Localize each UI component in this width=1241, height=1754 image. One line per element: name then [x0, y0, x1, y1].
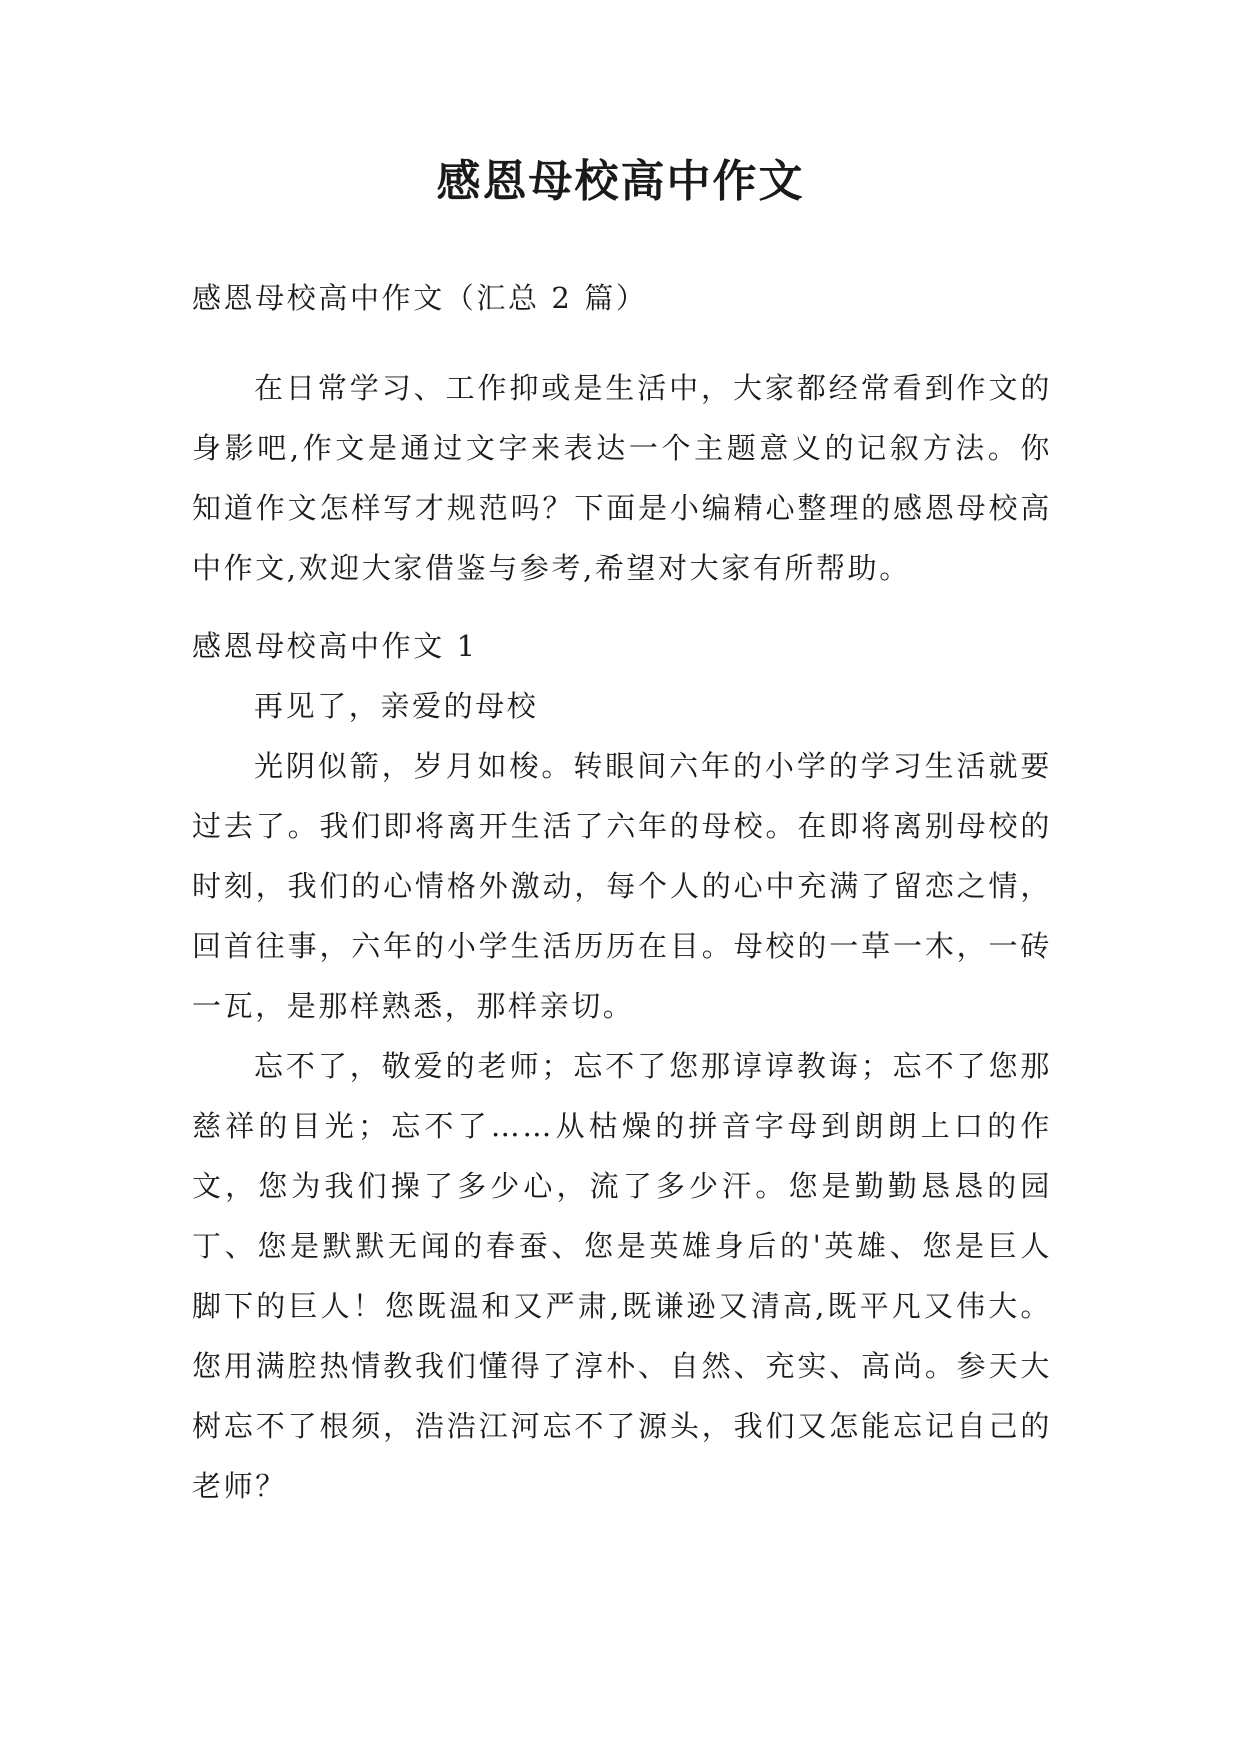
document-subtitle — [192, 268, 1052, 328]
essay-paragraph-1: 光阴似箭，岁月如梭。转眼间六年的小学的学习生活就要过去了。我们即将离开生活了六年的母校。在即将离别母校的时刻，我们的心情格外激动，每个人的心中充满了留恋之情，回首往事，六年的小学生活历历在目。母校的一草一木，一砖一瓦，是那样熟悉，那样亲切。 — [192, 749, 1052, 1023]
essay-section — [192, 616, 1052, 1516]
essay-title: 再见了，亲爱的母校 — [254, 689, 539, 723]
intro-paragraph-block — [192, 358, 1052, 598]
document-title: 感恩母校高中作文 — [436, 156, 805, 207]
subtitle-text: 感恩母校高中作文（汇总 2 篇） — [192, 281, 648, 315]
section-heading: 感恩母校高中作文 1 — [192, 629, 478, 663]
intro-paragraph: 在日常学习、工作抑或是生活中，大家都经常看到作文的身影吧,作文是通过文字来表达一个主题意义的记叙方法。你知道作文怎样写才规范吗？下面是小编精心整理的感恩母校高中作文,欢迎大家借鉴与参考,希望对大家有所帮助。 — [192, 371, 1052, 585]
essay-paragraph-2: 忘不了，敬爱的老师；忘不了您那谆谆教诲；忘不了您那慈祥的目光；忘不了……从枯燥的拼音字母到朗朗上口的作文，您为我们操了多少心，流了多少汗。您是勤勤恳恳的园丁、您是默默无闻的春蚕、您是英雄身后的'英雄、您是巨人脚下的巨人！您既温和又严肃,既谦逊又清高,既平凡又伟大。您用满腔热情教我们懂得了淳朴、自然、充实、高尚。参天大树忘不了根须，浩浩江河忘不了源头，我们又怎能忘记自己的老师？ — [192, 1049, 1052, 1503]
